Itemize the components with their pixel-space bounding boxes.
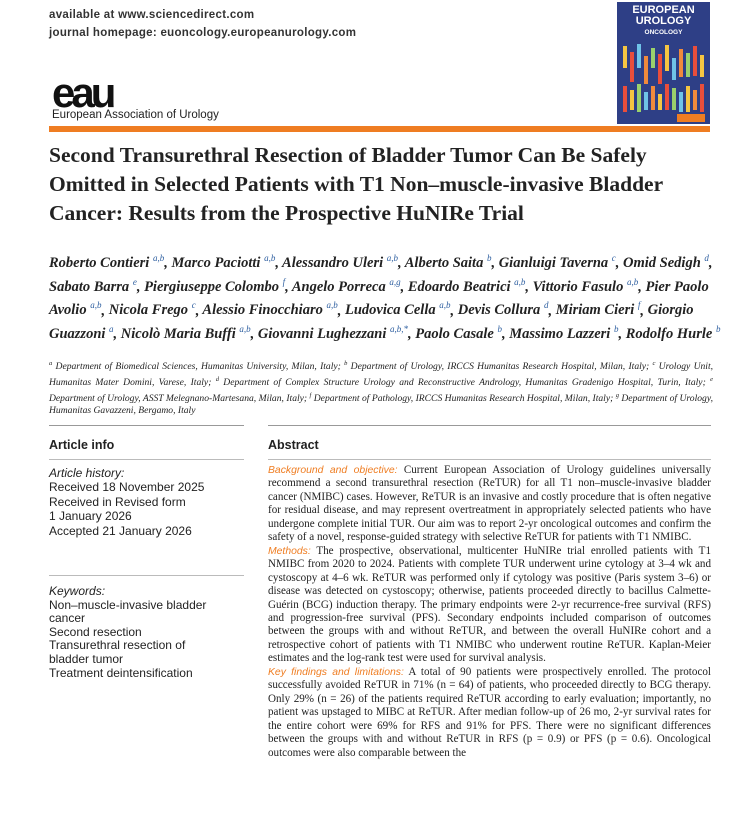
author-affiliation-marker: e	[132, 276, 137, 287]
author-name: Alberto Saita $^b$	[404, 253, 492, 271]
affiliation: $^a$ Department of Biomedical Sciences, Humanitas University, Milan, Italy;	[49, 360, 341, 373]
author-affiliation-marker: a,b	[152, 253, 165, 263]
abstract-section-methods	[268, 545, 711, 666]
author-name: Edoardo Beatrici $^{a,b}$	[407, 276, 526, 295]
sciencedirect-line: available at www.sciencedirect.com	[49, 9, 255, 21]
affiliation-key: a	[49, 360, 53, 367]
author-name: Nicola Frego $^c$	[108, 300, 196, 319]
keyword-line: Transurethral resection of	[49, 638, 186, 653]
author-name: Massimo Lazzeri $^b$	[509, 324, 619, 343]
author-name: Sabato Barra $^e$	[49, 276, 137, 295]
author-affiliation-marker: c	[191, 300, 196, 311]
author-name: Piergiuseppe Colombo $^f$	[144, 276, 286, 295]
author-name: Miriam Cieri $^f$	[555, 300, 641, 319]
author-affiliation-marker: a,b	[239, 324, 251, 335]
eau-logo	[52, 76, 132, 112]
history-rule	[49, 459, 244, 460]
eau-logo-mark: eau	[52, 76, 113, 112]
author-affiliation-marker: a,b	[264, 253, 276, 263]
author-name: Giorgio Guazzoni $^a$	[49, 302, 694, 343]
affiliation-key: d	[215, 375, 219, 383]
author-affiliation-marker: a,b	[90, 300, 102, 311]
keyword-line: bladder tumor	[49, 651, 124, 666]
author-affiliation-marker: d	[543, 300, 549, 311]
affiliation-key: b	[344, 360, 348, 367]
author-affiliation-marker: b	[715, 324, 721, 335]
cover-title-line1: EUROPEAN	[632, 4, 695, 16]
abstract-section-background	[268, 464, 711, 545]
keyword-line: Non–muscle-invasive bladder	[49, 597, 207, 612]
keyword-line: cancer	[49, 611, 86, 626]
author-affiliation-marker: a,b	[326, 300, 338, 311]
author-affiliation-marker: f	[282, 276, 286, 287]
author-name: Alessio Finocchiaro $^{a,b}$	[202, 300, 338, 319]
abstract-section-text: Current European Association of Urology guidelines universally recommend a second transurethral resection (ReTUR) for all T1 non–muscle-invasive bladder cancer (NMIBC) cases. However, ReTUR is an invasive and costly procedure that is often negative for residual disease, and may represent overtreatment in appropriately selected patients who have undergone complete initial TUR. Our aim was to report 2-yr oncological outcomes and confirm the safety of a novel, response-guided strategy with selective ReTUR for patients with T1 NMIBC.	[268, 464, 711, 544]
author-affiliation-marker: b	[486, 253, 492, 263]
affiliations	[49, 358, 713, 418]
affiliation-key: g	[615, 391, 619, 399]
eau-logo-text: European Association of Urology	[52, 109, 219, 121]
author-affiliation-marker: a,b	[626, 276, 639, 287]
abstract-section-text: The prospective, observational, multicenter HuNIRe trial enrolled patients with T1 NMIBC from 2020 to 2024. Patients with complete TUR underwent urine cytology at 3–4 wk and cystoscopy at 4–6 wk. ReTUR was performed only if cytology was positive (Paris system 3–6) or disease was detected on cystoscopy; otherwise, patients proceeded directly to bacillus Calmette-Guérin (BCG) induction therapy. The primary endpoints were 2-yr recurrence-free survival (RFS) and progression-free survival (PFS). Secondary endpoints included comparison of outcomes between the groups with and without ReTUR, and between the overall HuNIRe cohort and a retrospective cohort of patients with T1 NMIBC who underwent routine ReTUR. Kaplan-Meier estimates and the log-rank test were used for survival analysis.	[268, 544, 711, 665]
author-name: Paolo Casale $^b$	[415, 324, 502, 343]
cover-title-line2: UROLOGY	[635, 15, 692, 27]
author-affiliation-marker: a,b	[514, 276, 526, 287]
cover-subtitle: ONCOLOGY	[644, 29, 683, 36]
history-line: Received 18 November 2025	[49, 480, 205, 495]
header-accent-bar	[49, 126, 710, 132]
affiliation: $^d$ Department of Complex Structure Urology and Reconstructive Andrology, Humanitas Gradenigo Hospital, Turin, Italy;	[215, 375, 706, 388]
abstract-section-label: Methods:	[268, 545, 311, 557]
author-name: Vittorio Fasulo $^{a,b}$	[532, 276, 639, 295]
abstract-section-label: Background and objective:	[268, 465, 398, 476]
keyword-line: Treatment deintensification	[49, 665, 193, 680]
article-history-label: Article history:	[49, 466, 125, 480]
affiliation-key: f	[309, 391, 312, 399]
abstract-section-label: Key findings and limitations:	[268, 666, 404, 678]
author-affiliation-marker: d	[704, 253, 709, 263]
affiliation-key: e	[710, 375, 713, 383]
article-info-rule	[49, 425, 244, 426]
history-line: 1 January 2026	[49, 509, 132, 524]
cover-title	[617, 5, 710, 27]
author-affiliation-marker: b	[497, 324, 502, 335]
author-affiliation-marker: f	[637, 300, 641, 311]
keywords	[49, 585, 249, 680]
author-affiliation-marker: c	[611, 253, 616, 263]
author-name: Angelo Porreca $^{a,g}$	[291, 276, 401, 295]
author-affiliation-marker: a	[109, 324, 114, 335]
author-name: Nicolò Maria Buffi $^{a,b}$	[120, 324, 251, 343]
journal-homepage-line: journal homepage: euoncology.europeanurology.com	[49, 27, 357, 39]
author-list: Roberto Contieri $^{a,b}$, Marco Paciotti $^{a,b}$, Alessandro Uleri $^{a,b}$, Alberto Saita $^b$, Gianluigi Taverna $^c$, Omid Sedigh $^d$, Sabato Barra $^e$, Piergiuseppe Colombo $^f$, Angelo Porreca $^{a,g}$, Edoardo Beatrici $^{a,b}$, Vittorio Fasulo $^{a,b}$, Pier Paolo Avolio $^{a,b}$, Nicola Frego $^c$, Alessio Finocchiaro $^{a,b}$, Ludovica Cella $^{a,b}$, Devis Collura $^d$, Miriam Cieri $^f$, Giorgio Guazzoni $^a$, Nicolò Maria Buffi $^{a,b}$, Giovanni Lughezzani $^{a,b,*}$, Paolo Casale $^b$, Massimo Lazzeri $^b$, Rodolfo Hurle $^b$	[49, 253, 721, 343]
author-name: Giovanni Lughezzani $^{a,b,*}$	[257, 324, 409, 343]
keywords-rule	[49, 575, 244, 576]
author-affiliation-marker: a,b	[439, 300, 451, 311]
author-name: Omid Sedigh $^d$	[623, 253, 709, 271]
abstract-heading: Abstract	[268, 438, 319, 452]
keyword-line: Second resection	[49, 624, 142, 639]
affiliation: $^e$ Department of Urology, ASST Melegnano-Martesana, Milan, Italy;	[49, 375, 713, 404]
abstract-section-text: A total of 90 patients were prospectively enrolled. The protocol successfully avoided ReTUR in 71% (n = 64) of patients, who proceeded directly to BCG therapy. Only 29% (n = 26) of the patients required ReTUR according to early evaluation; importantly, no patient was upstaged to MIBC at ReTUR. After median follow-up of 26 mo, 2-yr survival rates for the entire cohort were 69% for RFS and 91% for PFS. There were no significant differences between the groups with and without ReTUR in RFS (p = 0.9) or PFS (p = 0.6). Oncological outcomes were also comparable between the	[268, 665, 711, 759]
author-name: Ludovica Cella $^{a,b}$	[344, 300, 451, 319]
article-info-heading: Article info	[49, 438, 115, 452]
author-affiliation-marker: a,g	[389, 276, 401, 287]
abstract-heading-rule	[268, 459, 711, 460]
author-name: Marco Paciotti $^{a,b}$	[171, 253, 276, 271]
affiliation: $^g$ Department of Urology, Humanitas Gavazzeni, Bergamo, Italy	[49, 391, 713, 417]
journal-cover	[617, 2, 710, 124]
history-line: Received in Revised form	[49, 494, 186, 509]
affiliation: $^c$ Urology Unit, Humanitas Mater Domini, Varese, Italy;	[49, 360, 714, 388]
affiliation-key: c	[652, 360, 656, 367]
author-name: Devis Collura $^d$	[457, 300, 549, 319]
affiliation: $^b$ Department of Urology, IRCCS Humanitas Research Hospital, Milan, Italy;	[344, 360, 650, 373]
cover-artwork	[617, 40, 710, 124]
author-affiliation-marker: a,b,*	[390, 324, 409, 335]
history-line: Accepted 21 January 2026	[49, 523, 192, 538]
author-name: Rodolfo Hurle $^b$	[625, 324, 721, 343]
abstract-body	[268, 464, 711, 760]
author-affiliation-marker: a,b	[386, 253, 399, 263]
keywords-label: Keywords:	[49, 584, 106, 598]
article-title: Second Transurethral Resection of Bladder Tumor Can Be Safely Omitted in Selected Patients with T1 Non–muscle-invasive Bladder Cancer: Results from the Prospective HuNIRe Trial	[49, 143, 663, 225]
author-name: Gianluigi Taverna $^c$	[498, 253, 616, 271]
author-name: Pier Paolo Avolio $^{a,b}$	[49, 278, 709, 319]
author-name: Alessandro Uleri $^{a,b}$	[282, 253, 399, 271]
article-history	[49, 466, 249, 538]
abstract-rule	[268, 425, 711, 426]
affiliation: $^f$ Department of Pathology, IRCCS Humanitas Research Hospital, Milan, Italy;	[309, 391, 614, 404]
author-affiliation-marker: b	[613, 324, 619, 335]
author-name: Roberto Contieri $^{a,b}$	[49, 253, 165, 271]
abstract-section-findings	[268, 666, 711, 760]
